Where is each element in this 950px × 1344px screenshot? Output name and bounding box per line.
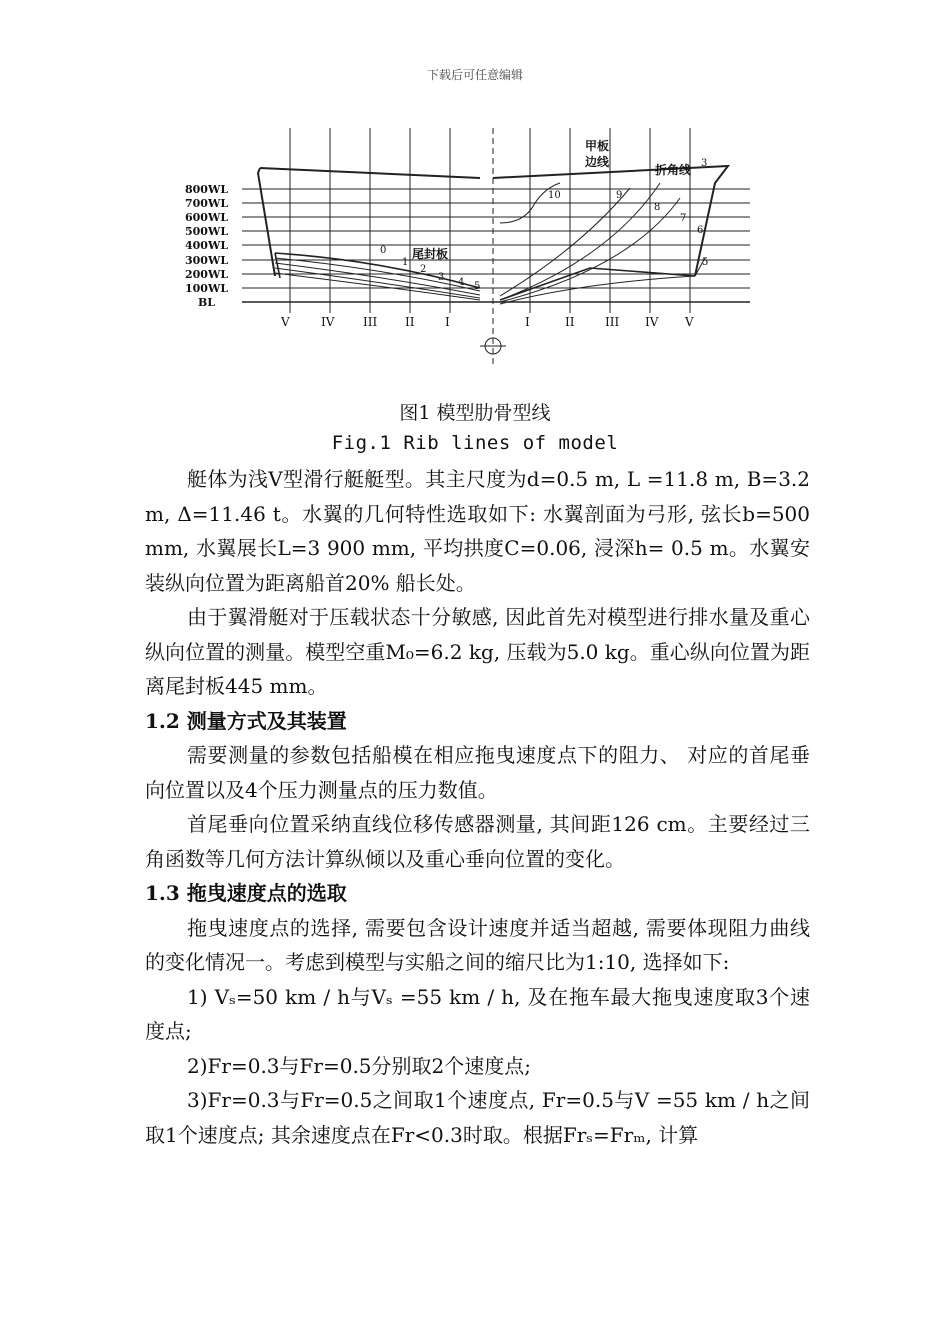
station-label: I — [525, 315, 530, 329]
wl-label: 100WL — [185, 282, 229, 295]
station-label: V — [685, 315, 694, 329]
rib-lines-figure — [180, 128, 760, 378]
chine-label: 折角线 — [655, 163, 692, 177]
frame-number: 4 — [458, 277, 465, 288]
frame-number: 9 — [616, 190, 623, 201]
body-text — [145, 462, 810, 1152]
station-label: V — [281, 315, 290, 329]
deck-edge-label: 甲板 — [585, 139, 610, 153]
station-label: II — [405, 315, 415, 329]
frame-number: 7 — [680, 213, 687, 224]
station-label: III — [363, 315, 378, 329]
station-label: III — [605, 315, 620, 329]
list-item: 2)Fr=0.3与Fr=0.5分别取2个速度点; — [187, 1053, 531, 1078]
wl-label: 400WL — [185, 239, 229, 252]
wl-label: 300WL — [185, 254, 229, 267]
wl-label: 600WL — [185, 211, 229, 224]
figure-caption-cn: 图1 模型肋骨型线 — [399, 402, 551, 424]
paragraph: 艇体为浅V型滑行艇艇型。其主尺度为d=0.5 m, L =11.8 m, B=3.2 m, Δ=11.46 t。水翼的几何特性选取如下: 水翼剖面为弓形, 弦长b=500 mm, 水翼展长L=3 900 mm, 平均拱度C=0.06, 浸深h= 0.5 m。水翼安装纵向位置为距离船首20% 船长处。 — [145, 467, 810, 595]
frame-number: 3 — [701, 158, 708, 169]
wl-label: 800WL — [185, 183, 229, 196]
station-label: IV — [321, 315, 335, 329]
station-label: II — [565, 315, 575, 329]
frame-number: 2 — [420, 264, 427, 275]
station-label: I — [445, 315, 450, 329]
paragraph: 首尾垂向位置采纳直线位移传感器测量, 其间距126 cm。主要经过三角函数等几何方法计算纵倾以及重心垂向位置的变化。 — [145, 812, 810, 871]
frame-number: 5 — [474, 281, 481, 292]
section-heading: 1.2 测量方式及其装置 — [145, 708, 347, 733]
wl-label: 500WL — [185, 225, 229, 238]
wl-label: 200WL — [185, 268, 229, 281]
frame-number: 1 — [402, 257, 409, 268]
frame-number: 5 — [702, 257, 709, 268]
frame-number: 10 — [548, 190, 561, 201]
paragraph: 需要测量的参数包括船模在相应拖曳速度点下的阻力、 对应的首尾垂向位置以及4个压力测量点的压力数值。 — [145, 743, 810, 802]
transom-label: 尾封板 — [412, 247, 449, 261]
frame-number: 8 — [654, 202, 661, 213]
page-header: 下载后可任意编辑 — [426, 68, 523, 82]
wl-label: 700WL — [185, 197, 229, 210]
frame-number: 0 — [380, 245, 387, 256]
list-item: 3)Fr=0.3与Fr=0.5之间取1个速度点, Fr=0.5与V =55 km / h之间取1个速度点; 其余速度点在Fr<0.3时取。根据Frₛ=Frₘ, 计算 — [145, 1088, 810, 1147]
paragraph: 由于翼滑艇对于压载状态十分敏感, 因此首先对模型进行排水量及重心纵向位置的测量。模型空重M₀=6.2 kg, 压载为5.0 kg。重心纵向位置为距离尾封板445 mm。 — [145, 605, 810, 698]
paragraph: 拖曳速度点的选择, 需要包含设计速度并适当超越, 需要体现阻力曲线的变化情况一。考虑到模型与实船之间的缩尺比为1:10, 选择如下: — [145, 915, 810, 974]
section-heading: 1.3 拖曳速度点的选取 — [145, 881, 347, 905]
list-item: 1) Vₛ=50 km / h与Vₛ =55 km / h, 及在拖车最大拖曳速度取3个速度点; — [145, 984, 810, 1043]
figure-caption-en: Fig.1 Rib lines of model — [331, 432, 619, 454]
wl-label: BL — [198, 296, 216, 309]
deck-edge-label: 边线 — [585, 155, 610, 169]
frame-number: 6 — [697, 225, 704, 236]
rib-lines-drawing — [180, 128, 760, 378]
station-label: IV — [645, 315, 659, 329]
frame-number: 3 — [438, 272, 445, 283]
